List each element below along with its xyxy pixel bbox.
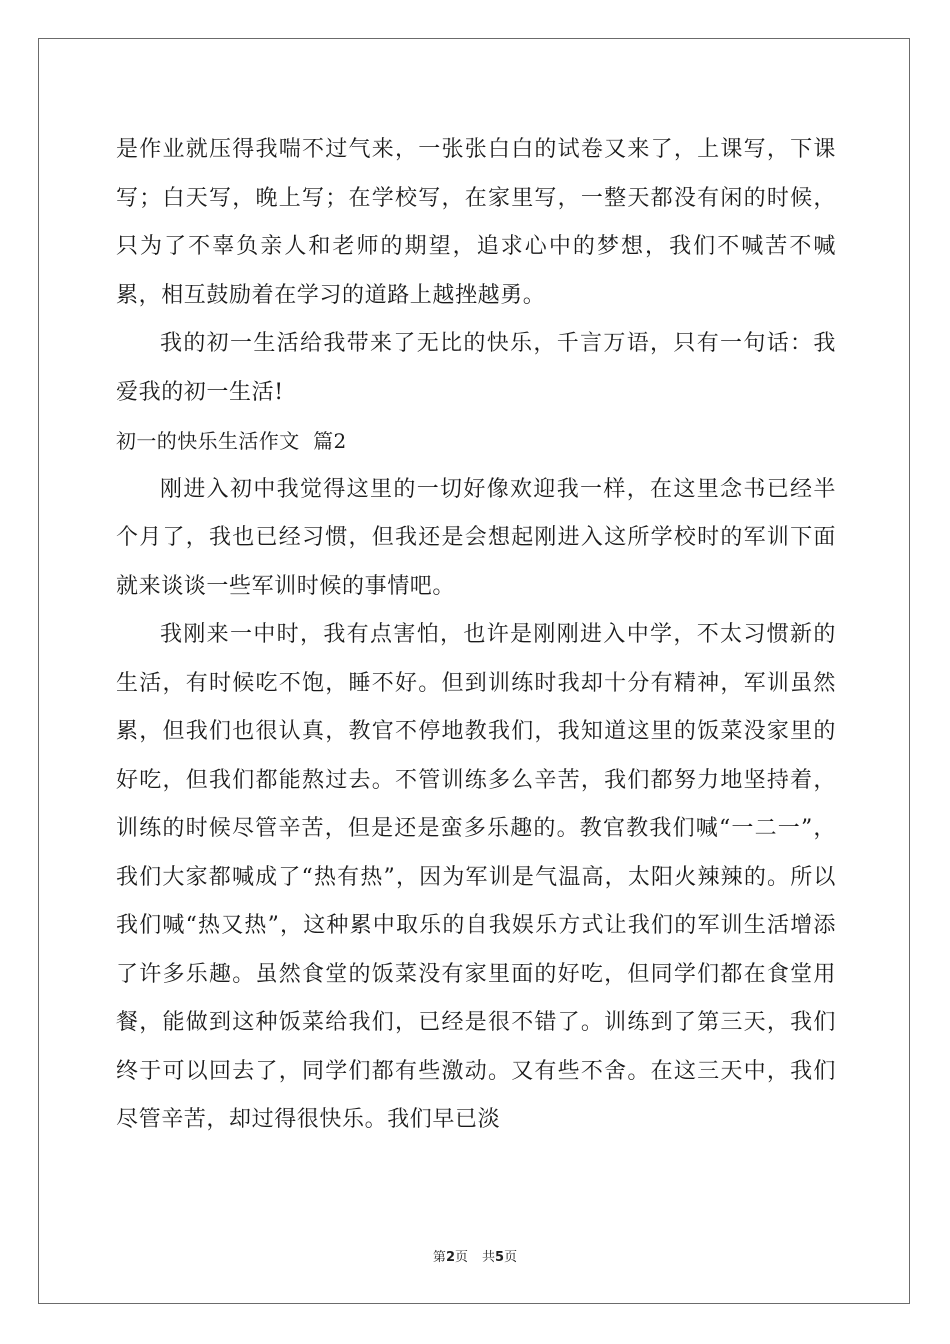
footer-page-number: 2 — [445, 1250, 455, 1265]
footer-total-suffix: 页 — [504, 1250, 518, 1265]
footer-total-prefix: 共 — [482, 1250, 496, 1265]
footer-page-suffix: 页 — [454, 1250, 468, 1265]
paragraph-2: 我的初一生活给我带来了无比的快乐，千言万语，只有一句话：我爱我的初一生活! — [116, 331, 836, 405]
paragraph-1: 是作业就压得我喘不过气来，一张张白白的试卷又来了，上课写，下课写；白天写，晚上写；在学校写，在家里写，一整天都没有闲的时候，只为了不辜负亲人和老师的期望，追求心中的梦想，我们不喊苦不喊累，相互鼓励着在学习的道路上越挫越勇。 — [116, 137, 836, 308]
footer-page-prefix: 第 — [432, 1250, 446, 1265]
paragraph-3: 刚进入初中我觉得这里的一切好像欢迎我一样，在这里念书已经半个月了，我也已经习惯，但我还是会想起刚进入这所学校时的军训下面就来谈谈一些军训时候的事情吧。 — [116, 476, 836, 599]
paragraph-4: 我刚来一中时，我有点害怕，也许是刚刚进入中学，不太习惯新的生活，有时候吃不饱，睡不好。但到训练时我却十分有精神，军训虽然累，但我们也很认真，教官不停地教我们，我知道这里的饭菜没家里的好吃，但我们都能熬过去。不管训练多么辛苦，我们都努力地坚持着，训练的时候尽管辛苦，但是还是蛮多乐趣的。教官教我们喊“一二一”，我们大家都喊成了“热有热”，因为军训是气温高，太阳火辣辣的。所以我们喊“热又热”，这种累中取乐的自我娱乐方式让我们的军训生活增添了许多乐趣。虽然食堂的饭菜没有家里面的好吃，但同学们都在食堂用餐，能做到这种饭菜给我们，已经是很不错了。训练到了第三天，我们终于可以回去了，同学们都有些激动。又有些不舍。在这三天中，我们尽管辛苦，却过得很快乐。我们早已淡 — [116, 622, 836, 1132]
footer-total-pages: 5 — [495, 1250, 505, 1265]
document-body — [116, 126, 836, 1145]
page-footer — [0, 1246, 950, 1265]
section-heading: 初一的快乐生活作文 篇2 — [116, 429, 347, 453]
